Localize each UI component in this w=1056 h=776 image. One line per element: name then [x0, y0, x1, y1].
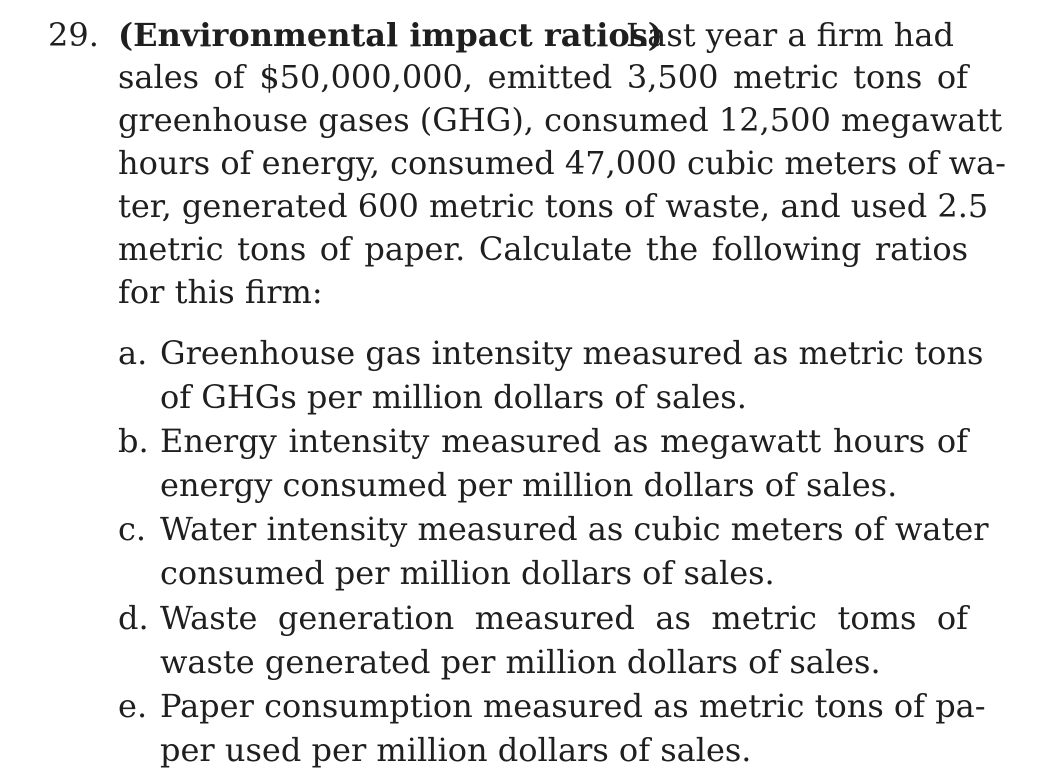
problem-text-line: for this firm:: [118, 273, 323, 311]
item-text-line: energy consumed per million dollars of sales.: [160, 466, 898, 504]
problem-text-line: metric tons of paper. Calculate the following ratios: [118, 230, 968, 268]
problem-text-line: greenhouse gases (GHG), consumed 12,500 megawatt: [118, 101, 1003, 139]
item-text-line: Energy intensity measured as megawatt hours of: [160, 422, 968, 460]
item-letter: a.: [118, 334, 148, 372]
item-text-line: Water intensity measured as cubic meters of water: [160, 510, 989, 548]
problem-text-line: Last year a firm had: [626, 16, 954, 54]
problem-text-line: hours of energy, consumed 47,000 cubic meters of wa-: [118, 144, 1006, 182]
item-letter: b.: [118, 422, 149, 460]
item-text-line: Greenhouse gas intensity measured as metric tons: [160, 334, 984, 372]
problem-text-line: ter, generated 600 metric tons of waste, and used 2.5: [118, 187, 989, 225]
problem-title: (Environmental impact ratios): [118, 16, 663, 54]
item-text-line: waste generated per million dollars of sales.: [160, 643, 881, 681]
item-letter: c.: [118, 510, 147, 548]
item-text-line: Paper consumption measured as metric tons of pa-: [160, 687, 986, 725]
item-text-line: Waste generation measured as metric toms of: [160, 599, 968, 637]
item-text-line: of GHGs per million dollars of sales.: [160, 378, 747, 416]
item-letter: e.: [118, 687, 148, 725]
problem-text-line: sales of $50,000,000, emitted 3,500 metric tons of: [118, 58, 968, 96]
item-text-line: per used per million dollars of sales.: [160, 731, 752, 769]
item-letter: d.: [118, 599, 149, 637]
item-text-line: consumed per million dollars of sales.: [160, 554, 775, 592]
problem-number: 29.: [48, 16, 99, 54]
